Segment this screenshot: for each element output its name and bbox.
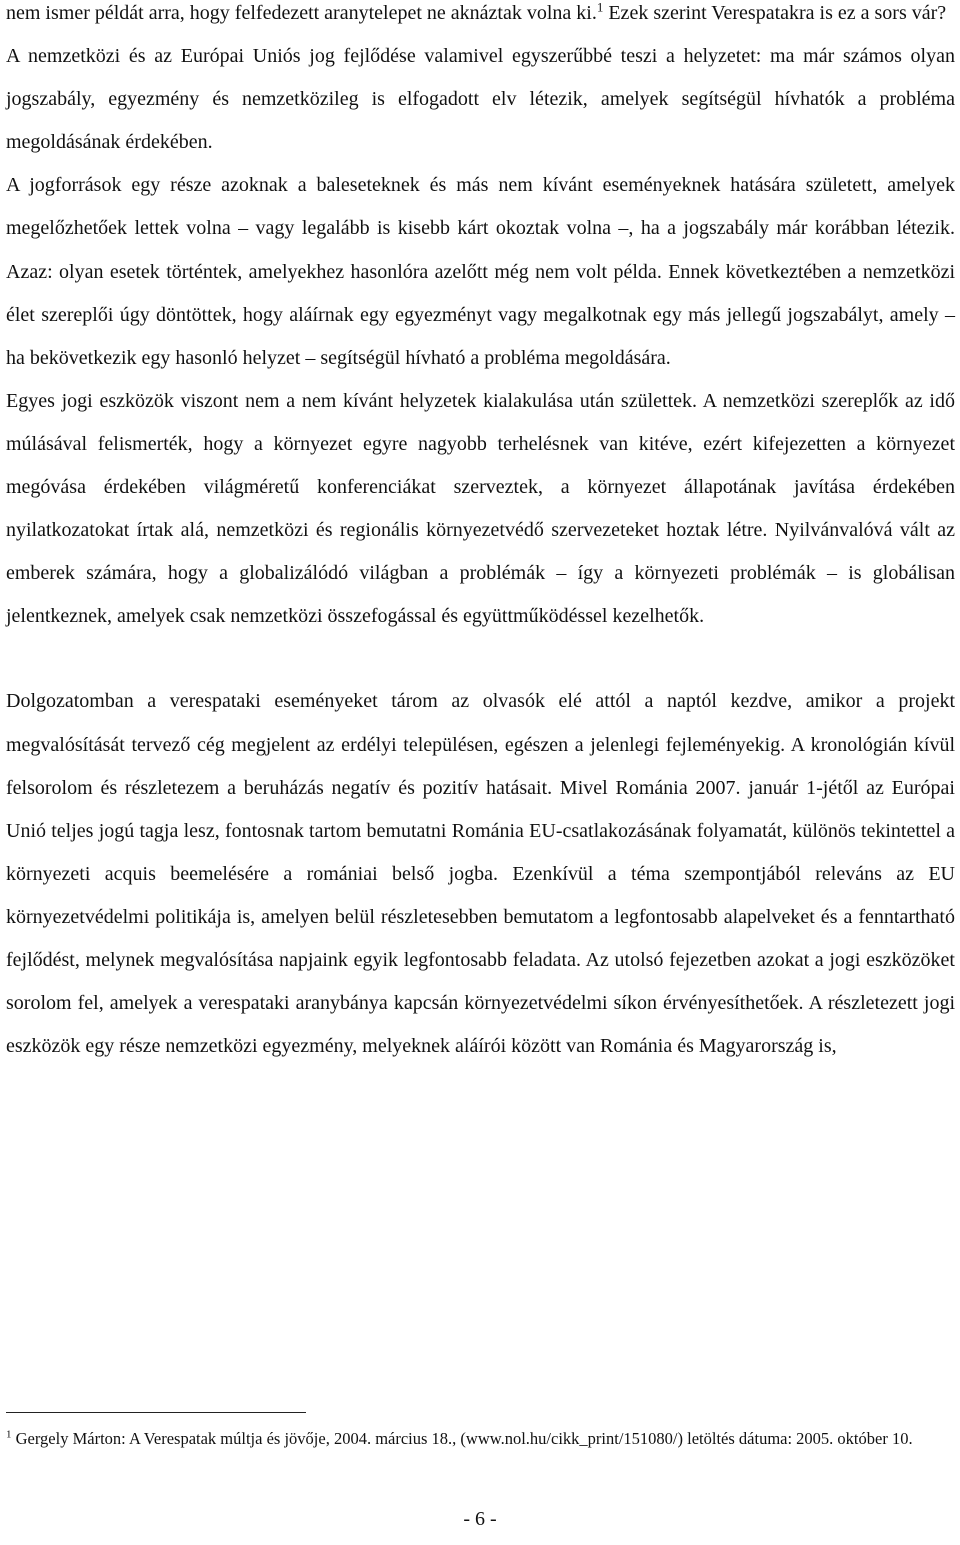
paragraph-continuation xyxy=(6,0,955,35)
footnote-number: 1 xyxy=(6,1428,12,1441)
footnote xyxy=(6,1425,955,1452)
paragraph-text: Ezek szerint Verespatakra is ez a sors vár? xyxy=(603,2,947,24)
paragraph-5: Dolgozatomban a verespataki eseményeket tárom az olvasók elé attól a naptól kezdve, amikor a projekt megvalósítását tervező cég megjelent az erdélyi településen, egészen a jelenlegi fejleményekig. A kronológián kívül felsorolom és részletezem a beruházás negatív és pozitív hatásait. Mivel Románia 2007. január 1-jétől az Európai Unió teljes jogú tagja lesz, fontosnak tartom bemutatni Románia EU-csatlakozásának folyamatát, különös tekintettel a környezeti acquis beemelésére a romániai belső jogba. Ezenkívül a téma szempontjából releváns az EU környezetvédelmi politikája is, amelyen belül részletesebben bemutatom a legfontosabb alapelveket és a fenntartható fejlődést, melynek megvalósítása napjaink egyik legfontosabb feladata. Az utolsó fejezetben azokat a jogi eszközöket sorolom fel, amelyek a verespataki aranybánya kapcsán környezetvédelmi síkon érvényesíthetőek. A részletezett jogi eszközök egy része nemzetközi egyezmény, melyeknek aláírói között van Románia és Magyarország is, xyxy=(6,690,955,1058)
footnote-reference[interactable]: 1 xyxy=(596,0,604,15)
paragraph-spacer xyxy=(6,638,955,680)
paragraph-3: A jogforrások egy része azoknak a baleseteknek és más nem kívánt eseményeknek hatására született, amelyek megelőzhetőek lettek volna – vagy legalább is kisebb kárt okoztak volna –, ha a jogszabály már korábban létezik. Azaz: olyan esetek történtek, amelyekhez hasonlóra azelőtt még nem volt példa. Ennek következtében a nemzetközi élet szereplői úgy döntöttek, hogy aláírnak egy egyezményt vagy megalkotnak egy más jellegű jogszabályt, amely – ha bekövetkezik egy hasonló helyzet – segítségül hívható a probléma megoldására. xyxy=(6,174,955,369)
page-number: - 6 - xyxy=(463,1508,497,1530)
footnote-text: Gergely Márton: A Verespatak múltja és jövője, 2004. március 18., (www.nol.hu/cikk_print/151080/) letöltés dátuma: 2005. október 10. xyxy=(11,1429,913,1448)
paragraph-text: nem ismer példát arra, hogy felfedezett aranytelepet ne aknáztak volna ki. xyxy=(6,2,597,24)
paragraph-2: A nemzetközi és az Európai Uniós jog fejlődése valamivel egyszerűbbé teszi a helyzetet: ma már számos olyan jogszabály, egyezmény és nemzetközileg is elfogadott elv létezik, amelyek segítségül hívhatók a probléma megoldásának érdekében. xyxy=(6,45,955,154)
document-page xyxy=(6,0,955,1068)
footnote-separator xyxy=(6,1412,306,1413)
paragraph-4: Egyes jogi eszközök viszont nem a nem kívánt helyzetek kialakulása után születtek. A nemzetközi szereplők az idő múlásával felismerték, hogy a környezet egyre nagyobb terhelésnek van kitéve, ezért kifejezetten a környezet megóvása érdekében világméretű konferenciákat szerveztek, a környezet állapotának javítása érdekében nyilatkozatokat írtak alá, nemzetközi és regionális környezetvédő szervezeteket hoztak létre. Nyilvánvalóvá vált az emberek számára, hogy a globalizálódó világban a problémák – így a környezeti problémák – is globálisan jelentkeznek, amelyek csak nemzetközi összefogással és együttműködéssel kezelhetők. xyxy=(6,389,955,628)
